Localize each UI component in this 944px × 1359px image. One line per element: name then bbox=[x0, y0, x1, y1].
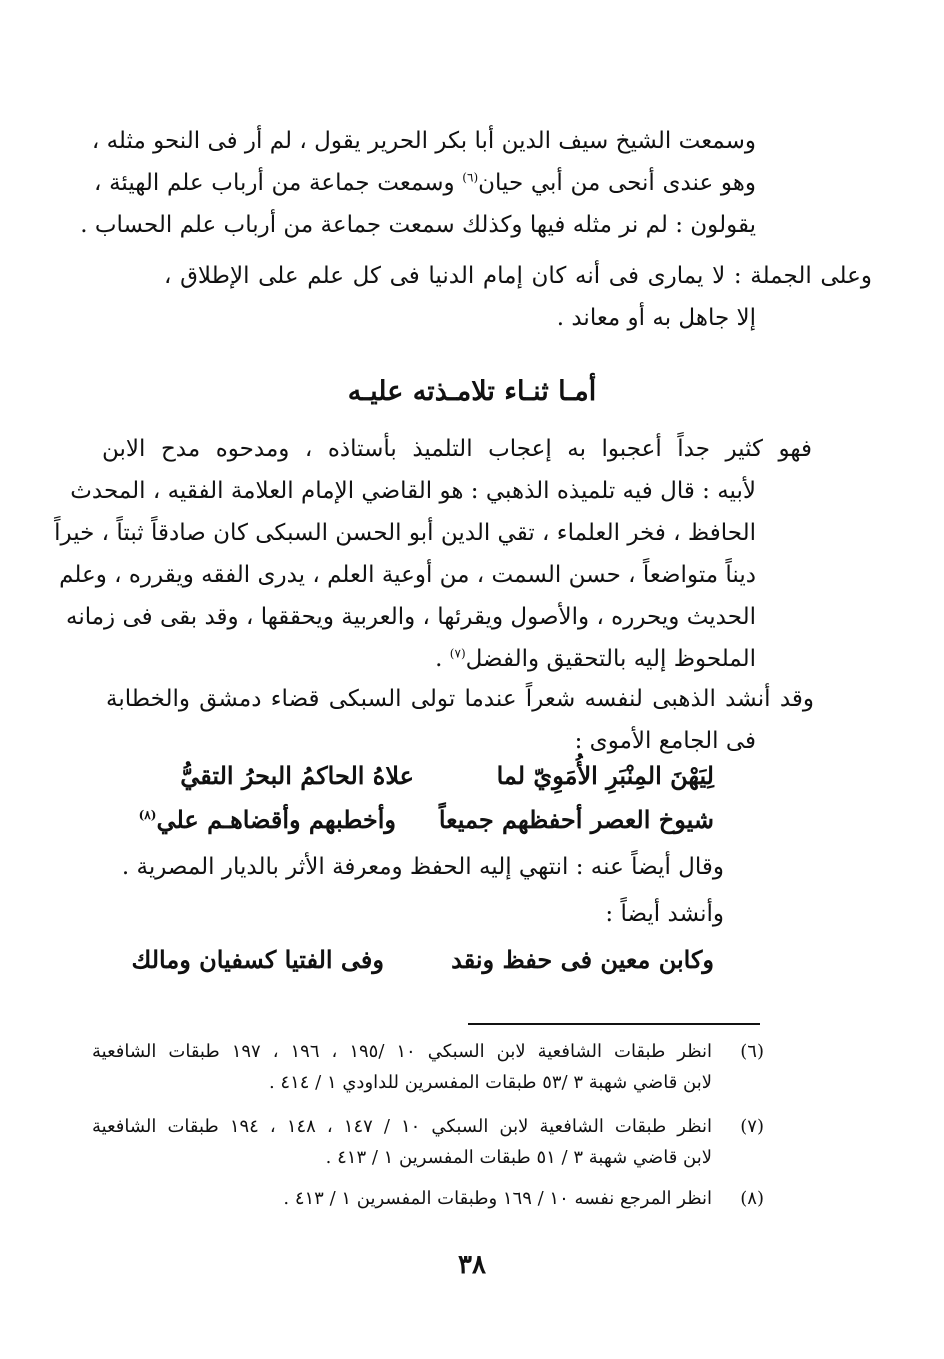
footnote-divider bbox=[468, 1023, 760, 1025]
text-line: وعلى الجملة : لا يمارى فى أنه كان إمام الدنيا فى كل علم على الإطلاق ، bbox=[164, 263, 872, 289]
text-line: وقال أيضاً عنه : انتهي إليه الحفظ ومعرفة الأثر بالديار المصرية . bbox=[121, 854, 724, 880]
footnote-number: (٧) bbox=[740, 1116, 764, 1137]
text-line: الملحوظ إليه بالتحقيق والفضل$^{(٧)}$ . bbox=[435, 646, 756, 672]
footnote-8 bbox=[92, 1183, 764, 1214]
text-line: لأبيه : قال فيه تلميذه الذهبي : هو القاضي الإمام العلامة الفقيه ، المحدث bbox=[70, 478, 756, 504]
paragraph-students-praise bbox=[102, 428, 812, 470]
page-number: ٣٨ bbox=[458, 1250, 486, 1280]
footnote-text: انظر طبقات الشافعية لابن السبكي ١٠ / ١٤٧ ، ١٤٨ ، ١٩٤ طبقات الشافعية bbox=[92, 1116, 712, 1137]
poem-verse bbox=[0, 940, 944, 980]
paragraph-recited bbox=[94, 893, 724, 935]
text-line: وقد أنشد الذهبى لنفسه شعراً عندما تولى السبكى قضاء دمشق والخطابة bbox=[106, 686, 814, 712]
footnote-6 bbox=[92, 1036, 764, 1098]
text-line: فى الجامع الأموى : bbox=[574, 728, 756, 754]
footnote-number: (٨) bbox=[740, 1188, 764, 1209]
poem-verse bbox=[0, 756, 944, 796]
text-line: يقولون : لم نر مثله فيها وكذلك سمعت جماعة من أرباب علم الحساب . bbox=[80, 212, 756, 238]
text-line: الحديث ويحرره ، والأصول ويقرئها ، والعربية ويحققها ، وقد بقى فى زمانه bbox=[66, 604, 756, 630]
footnote-text: انظر المرجع نفسه ١٠ / ١٦٩ وطبقات المفسرين ١ / ٤١٣ . bbox=[283, 1188, 712, 1209]
footnote-text-cont: لابن قاضي شهبة ٣ /٥٣ طبقات المفسرين للداودي ١ / ٤١٤ . bbox=[268, 1072, 712, 1093]
paragraph-hearing-praise bbox=[91, 120, 756, 162]
text-line: وهو عندى أنحى من أبي حيان$^{(٦)}$ وسمعت جماعة من أرباب علم الهيئة ، bbox=[94, 170, 756, 196]
footnote-ref[interactable]: (٨) bbox=[138, 808, 157, 822]
text-line: فهو كثير جداً أعجبوا به إعجاب التلميذ بأستاذه ، ومدحوه مدح الابن bbox=[102, 436, 812, 462]
paragraph-students-praise-body bbox=[54, 470, 756, 680]
paragraph-summary-cont bbox=[94, 297, 756, 339]
text-line: الحافظ ، فخر العلماء ، تقي الدين أبو الحسن السبكى كان صادقاً ثبتاً ، خيراً bbox=[54, 520, 756, 546]
verse-hemistich-right: لِيَهْنَ المِنْبَرِ الأُمَوِيّ لما bbox=[496, 761, 714, 790]
verse-hemistich-right: شيوخ العصر أحفظهم جميعاً bbox=[438, 805, 714, 834]
verse-hemistich-right: وكابن معين فى حفظ ونقد bbox=[451, 945, 714, 974]
paragraph-dhahabi-quote bbox=[94, 846, 724, 888]
footnote-7 bbox=[92, 1111, 764, 1173]
text-line: ديناً متواضعاً ، حسن السمت ، من أوعية العلم ، يدرى الفقه ويقرره ، وعلم bbox=[59, 562, 756, 588]
footnote-ref[interactable]: (٧) bbox=[449, 646, 466, 661]
paragraph-hearing-praise-cont bbox=[80, 162, 756, 246]
paragraph-poem-intro bbox=[106, 678, 814, 720]
paragraph-summary bbox=[164, 255, 872, 297]
footnote-number: (٦) bbox=[740, 1041, 764, 1062]
poem-verse bbox=[0, 800, 944, 840]
text-line: وسمعت الشيخ سيف الدين أبا بكر الحرير يقول ، لم أر فى النحو مثله ، bbox=[91, 128, 756, 154]
footnote-ref[interactable]: (٦) bbox=[462, 170, 479, 185]
footnote-text-cont: لابن قاضي شهبة ٣ / ٥١ طبقات المفسرين ١ / ٤١٣ . bbox=[325, 1147, 712, 1168]
footnote-text: انظر طبقات الشافعية لابن السبكي ١٠ /١٩٥ ، ١٩٦ ، ١٩٧ طبقات الشافعية bbox=[92, 1041, 712, 1062]
section-heading: أمـا ثنـاء تلامـذته عليـه bbox=[347, 376, 597, 407]
verse-hemistich-left: وأخطبهم وأقضاهـم علي$^{(٨)}$ bbox=[138, 805, 396, 834]
text-line: وأنشد أيضاً : bbox=[605, 901, 724, 927]
verse-hemistich-left: علاهُ الحاكمُ البحرُ التقيُّ bbox=[180, 761, 414, 790]
verse-hemistich-left: وفى الفتيا كسفيان ومالك bbox=[131, 945, 384, 974]
text-line: إلا جاهل به أو معاند . bbox=[556, 305, 756, 331]
